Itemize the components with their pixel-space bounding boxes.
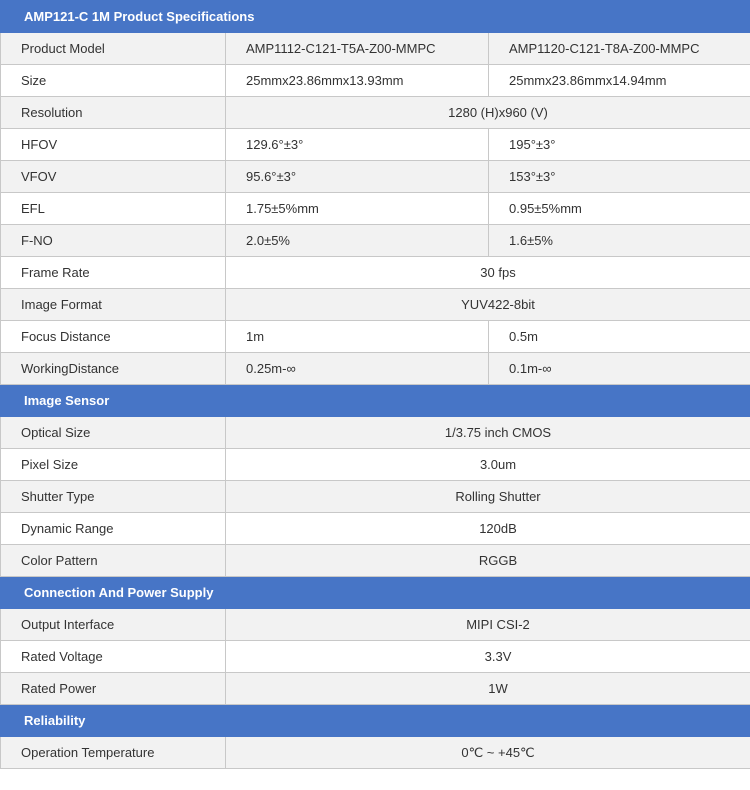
table-row bbox=[1, 289, 750, 321]
table-row bbox=[1, 481, 750, 513]
spec-value: RGGB bbox=[226, 545, 750, 577]
table-row bbox=[1, 33, 750, 65]
spec-value: Rolling Shutter bbox=[226, 481, 750, 513]
spec-label: Focus Distance bbox=[1, 321, 226, 353]
spec-label: EFL bbox=[1, 193, 226, 225]
table-row bbox=[1, 257, 750, 289]
spec-value-model-2: 1.6±5% bbox=[489, 225, 750, 257]
spec-value-model-1: 1m bbox=[226, 321, 489, 353]
spec-label: Optical Size bbox=[1, 417, 226, 449]
spec-value-model-1: 2.0±5% bbox=[226, 225, 489, 257]
section-title: Reliability bbox=[1, 705, 750, 737]
spec-value: 3.0um bbox=[226, 449, 750, 481]
table-row bbox=[1, 161, 750, 193]
spec-value: YUV422-8bit bbox=[226, 289, 750, 321]
spec-value-model-2: AMP1120-C121-T8A-Z00-MMPC bbox=[489, 33, 750, 65]
spec-value: 30 fps bbox=[226, 257, 750, 289]
spec-value: 3.3V bbox=[226, 641, 750, 673]
spec-value-model-2: 153°±3° bbox=[489, 161, 750, 193]
spec-value-model-2: 195°±3° bbox=[489, 129, 750, 161]
section-header-connection-and-power-supply bbox=[1, 577, 750, 609]
spec-value-model-1: 25mmx23.86mmx13.93mm bbox=[226, 65, 489, 97]
spec-value: MIPI CSI-2 bbox=[226, 609, 750, 641]
table-row bbox=[1, 609, 750, 641]
spec-value-model-2: 0.95±5%mm bbox=[489, 193, 750, 225]
table-row bbox=[1, 321, 750, 353]
spec-value-model-1: 129.6°±3° bbox=[226, 129, 489, 161]
spec-label: Color Pattern bbox=[1, 545, 226, 577]
section-header-amp121-c-1m-product-specifications bbox=[1, 1, 750, 33]
section-title: Image Sensor bbox=[1, 385, 750, 417]
section-header-image-sensor bbox=[1, 385, 750, 417]
spec-value-model-1: 95.6°±3° bbox=[226, 161, 489, 193]
section-title: AMP121-C 1M Product Specifications bbox=[1, 1, 750, 33]
spec-label: Operation Temperature bbox=[1, 737, 226, 769]
spec-value: 0℃ ~ +45℃ bbox=[226, 737, 750, 769]
spec-value: 120dB bbox=[226, 513, 750, 545]
spec-value-model-1: 1.75±5%mm bbox=[226, 193, 489, 225]
spec-label: VFOV bbox=[1, 161, 226, 193]
spec-value-model-2: 0.1m-∞ bbox=[489, 353, 750, 385]
spec-label: Rated Voltage bbox=[1, 641, 226, 673]
table-row bbox=[1, 545, 750, 577]
spec-label: F-NO bbox=[1, 225, 226, 257]
spec-label: Resolution bbox=[1, 97, 226, 129]
spec-value-model-2: 0.5m bbox=[489, 321, 750, 353]
table-row bbox=[1, 193, 750, 225]
section-title: Connection And Power Supply bbox=[1, 577, 750, 609]
spec-label: Pixel Size bbox=[1, 449, 226, 481]
spec-label: WorkingDistance bbox=[1, 353, 226, 385]
table-row bbox=[1, 513, 750, 545]
table-row bbox=[1, 449, 750, 481]
table-row bbox=[1, 97, 750, 129]
spec-label: HFOV bbox=[1, 129, 226, 161]
spec-value-model-2: 25mmx23.86mmx14.94mm bbox=[489, 65, 750, 97]
spec-value: 1W bbox=[226, 673, 750, 705]
spec-label: Shutter Type bbox=[1, 481, 226, 513]
spec-label: Image Format bbox=[1, 289, 226, 321]
table-row bbox=[1, 353, 750, 385]
spec-label: Size bbox=[1, 65, 226, 97]
spec-label: Rated Power bbox=[1, 673, 226, 705]
spec-value: 1/3.75 inch CMOS bbox=[226, 417, 750, 449]
table-row bbox=[1, 129, 750, 161]
spec-label: Output Interface bbox=[1, 609, 226, 641]
spec-value-model-1: AMP1112-C121-T5A-Z00-MMPC bbox=[226, 33, 489, 65]
table-row bbox=[1, 417, 750, 449]
table-row bbox=[1, 225, 750, 257]
spec-label: Frame Rate bbox=[1, 257, 226, 289]
spec-label: Dynamic Range bbox=[1, 513, 226, 545]
section-header-reliability bbox=[1, 705, 750, 737]
table-row bbox=[1, 737, 750, 769]
spec-value-model-1: 0.25m-∞ bbox=[226, 353, 489, 385]
table-row bbox=[1, 641, 750, 673]
spec-table-body bbox=[1, 1, 750, 769]
spec-label: Product Model bbox=[1, 33, 226, 65]
table-row bbox=[1, 65, 750, 97]
spec-value: 1280 (H)x960 (V) bbox=[226, 97, 750, 129]
table-row bbox=[1, 673, 750, 705]
